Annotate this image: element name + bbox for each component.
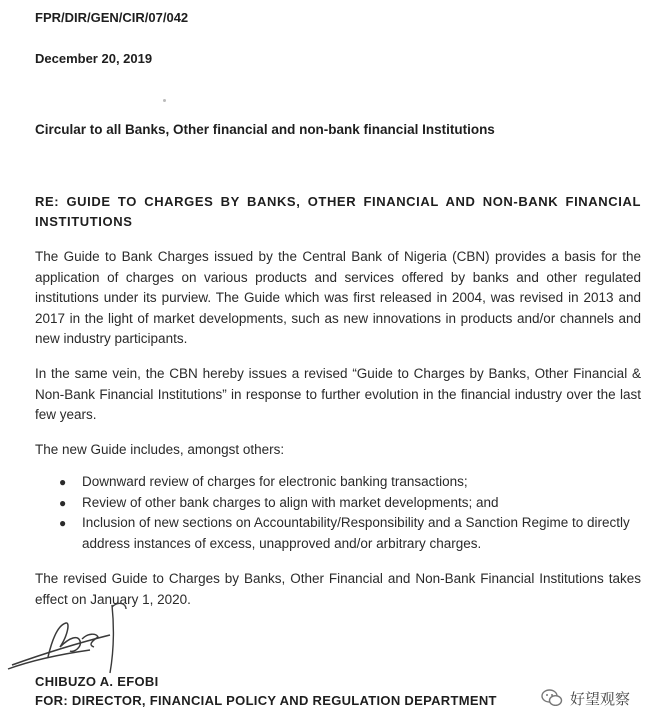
- list-item-text: Review of other bank charges to align with market developments; and: [82, 494, 499, 510]
- guide-inclusions-list: [35, 472, 641, 554]
- body-paragraph-4: The revised Guide to Charges by Banks, Other Financial and Non-Bank Financial Institutions takes effect on January 1, 2020.: [35, 571, 641, 607]
- bullet-icon: ●: [59, 495, 67, 510]
- bullet-icon: ●: [59, 475, 67, 489]
- scan-speck: [163, 99, 166, 102]
- list-item: [35, 472, 641, 493]
- reference-number: FPR/DIR/GEN/CIR/07/042: [35, 10, 189, 25]
- watermark-text: 好望观察: [570, 689, 631, 708]
- body-paragraph-2: In the same vein, the CBN hereby issues a revised “Guide to Charges by Banks, Other Financial & Non-Bank Financial Institutions” in response to further evolution in the financial industry over the last few years.: [35, 366, 641, 422]
- watermark: [540, 686, 630, 710]
- circular-date: December 20, 2019: [35, 51, 153, 66]
- signatory-title: FOR: DIRECTOR, FINANCIAL POLICY AND REGULATION DEPARTMENT: [35, 693, 497, 708]
- subject-heading: RE: GUIDE TO CHARGES BY BANKS, OTHER FINANCIAL AND NON-BANK FINANCIAL INSTITUTIONS: [35, 194, 641, 229]
- body-paragraph-1: The Guide to Bank Charges issued by the Central Bank of Nigeria (CBN) provides a basis for the application of charges on various products and services offered by banks and other regulated institutions under its purview. The Guide which was first released in 2004, was revised in 2013 and 2017 in the light of market developments, such as new innovations in products and/or channels and new industry participants.: [35, 249, 641, 346]
- list-item-text: Downward review of charges for electronic banking transactions;: [82, 474, 468, 489]
- list-item-text: Inclusion of new sections on Accountability/Responsibility and a Sanction Regime to directly address instances of excess, unapproved and/or arbitrary charges.: [82, 515, 630, 551]
- signatory-name: CHIBUZO A. EFOBI: [35, 674, 159, 689]
- list-item: [35, 493, 641, 514]
- body-paragraph-3: The new Guide includes, amongst others:: [35, 442, 285, 457]
- addressee-line: Circular to all Banks, Other financial and non-bank financial Institutions: [35, 122, 495, 137]
- bullet-icon: ●: [59, 516, 67, 530]
- list-item: [35, 513, 641, 554]
- handwritten-signature: [0, 595, 140, 675]
- wechat-icon: [540, 686, 564, 710]
